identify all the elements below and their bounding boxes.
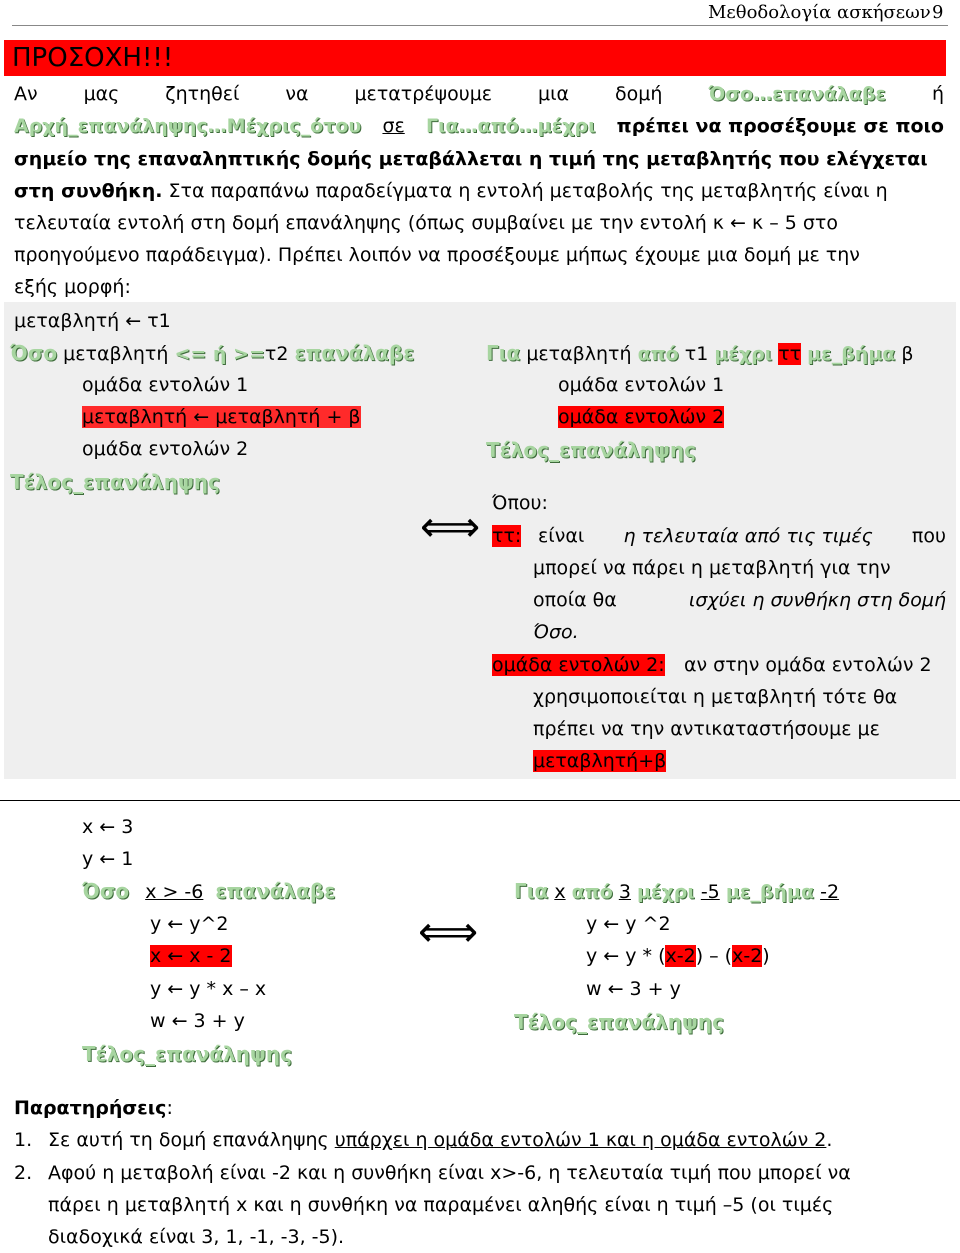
keyword-from: από <box>637 343 679 365</box>
keyword-to: μέχρι <box>714 343 773 365</box>
tt-desc-2: μπορεί να πάρει η μεταβλητή για την <box>533 557 891 579</box>
ex-s3: y ← y * x – x <box>150 978 267 1000</box>
keyword-while-repeat: Όσο…επανάλαβε <box>708 83 887 105</box>
keyword-for-ex: Για <box>514 879 549 903</box>
ex-end: Τέλος_επανάληψης <box>82 1042 292 1066</box>
tt-desc-1: είναι η τελευταία από τις τιμές που <box>538 525 946 547</box>
tt-desc-4: Όσο. <box>533 621 579 643</box>
general-update: μεταβλητή ← μεταβλητή + β <box>82 406 361 428</box>
ex-f1: y ← y ^2 <box>586 913 671 935</box>
keyword-step-ex: με_βήμα <box>725 881 815 903</box>
keyword-to-ex: μέχρι <box>636 881 695 903</box>
g2-label: ομάδα εντολών 2: <box>492 654 665 676</box>
notes-title: Παρατηρήσεις: <box>14 1097 173 1119</box>
ex-s2: x ← x - 2 <box>150 945 232 967</box>
tt-desc-3: οποία θα ισχύει η συνθήκη στη δομή <box>533 589 946 611</box>
general-group1: ομάδα εντολών 1 <box>82 374 249 396</box>
note-1: Σε αυτή τη δομή επανάληψης υπάρχει η ομάδα εντολών 1 και η ομάδα εντολών 2. <box>48 1129 833 1151</box>
keyword-for-general: Για <box>486 341 521 365</box>
keyword-step: με_βήμα <box>807 343 896 365</box>
keyword-for: Για…από…μέχρι <box>425 115 596 137</box>
general-for-line: Για μεταβλητή από τ1 μέχρι ττ με_βήμα β <box>486 341 914 365</box>
section-divider <box>0 800 960 801</box>
ex-x-init: x ← 3 <box>82 816 134 838</box>
keyword-repeat-until: Αρχή_επανάληψης…Μέχρις_ότου <box>14 115 362 137</box>
tt-label: ττ: <box>492 525 522 547</box>
note-2-line-1: Αφού η μεταβολή είναι -2 και η συνθήκη είναι x>-6, η τελευταία τιμή που μπορεί να <box>48 1162 851 1184</box>
g2-desc-1: αν στην ομάδα εντολών 2 <box>684 654 932 676</box>
intro-line-3: σημείο της επαναληπτικής δομής μεταβάλλεται η τιμή της μεταβλητής που ελέγχεται <box>14 148 928 170</box>
keyword-operators: <= ή >= <box>174 343 265 365</box>
ex-for-line: Για x από 3 μέχρι -5 με_βήμα -2 <box>514 879 840 903</box>
header-divider <box>12 25 948 26</box>
g2-desc-4: μεταβλητή+β <box>533 750 667 772</box>
intro-line-2: Αρχή_επανάληψης…Μέχρις_ότου σε Για…από…μέχρι πρέπει να προσέξουμε σε ποιο <box>14 115 944 137</box>
ex-f3: w ← 3 + y <box>586 978 681 1000</box>
note-2-num: 2. <box>14 1162 33 1184</box>
header-title: Μεθοδολογία ασκήσεων <box>708 2 931 23</box>
where-label: Όπου: <box>492 492 548 514</box>
ex-s4: w ← 3 + y <box>150 1010 245 1032</box>
note-2-line-3: διαδοχικά είναι 3, 1, -1, -3, -5). <box>48 1226 345 1248</box>
keyword-while-ex: Όσο <box>82 879 130 903</box>
page-number: 9 <box>932 2 944 23</box>
intro-line-4: στη συνθήκη. Στα παραπάνω παραδείγματα η εντολή μεταβολής της μεταβλητής είναι η <box>14 180 888 202</box>
for-end: Τέλος_επανάληψης <box>486 438 696 462</box>
general-end: Τέλος_επανάληψης <box>10 470 220 494</box>
keyword-repeat-ex: επανάλαβε <box>215 879 336 903</box>
keyword-while: Όσο <box>10 341 58 365</box>
intro-line-6: προηγούμενο παράδειγμα). Πρέπει λοιπόν να προσέξουμε μήπως έχουμε μια δομή με την <box>14 244 860 266</box>
intro-line-7: εξής μορφή: <box>14 276 131 298</box>
general-init: μεταβλητή ← τ1 <box>14 310 171 332</box>
ex-for-end: Τέλος_επανάληψης <box>514 1010 724 1034</box>
intro-line-5: τελευταία εντολή στη δομή επανάληψης (όπως συμβαίνει με την εντολή κ ← κ – 5 στο <box>14 212 838 234</box>
ex-f2: y ← y * (x-2) – (x-2) <box>586 945 770 967</box>
ex-y-init: y ← 1 <box>82 848 134 870</box>
g2-desc-3: πρέπει να την αντικαταστήσουμε με <box>533 718 880 740</box>
tt-highlight: ττ <box>778 343 802 365</box>
warning-title: ΠΡΟΣΟΧΗ!!! <box>12 43 174 73</box>
g2-desc-2: χρησιμοποιείται η μεταβλητή τότε θα <box>533 686 898 708</box>
keyword-from-ex: από <box>571 881 613 903</box>
general-group2: ομάδα εντολών 2 <box>82 438 249 460</box>
ex-cond: x > -6 <box>145 881 204 903</box>
ex-while-line <box>82 879 335 903</box>
equivalence-arrow-icon-2: ⟺ <box>418 907 479 956</box>
for-group2: ομάδα εντολών 2 <box>558 406 725 428</box>
note-1-num: 1. <box>14 1129 33 1151</box>
general-while-line: Όσο μεταβλητή <= ή >=τ2 επανάλαβε <box>10 341 415 365</box>
for-group1: ομάδα εντολών 1 <box>558 374 725 396</box>
intro-line-1: Αν μας ζητηθεί να μετατρέψουμε μια δομή Όσο…επανάλαβε ή <box>14 83 944 105</box>
ex-s1: y ← y^2 <box>150 913 229 935</box>
equivalence-arrow-icon: ⟺ <box>420 502 481 551</box>
warning-banner <box>4 40 946 76</box>
note-2-line-2: πάρει η μεταβλητή x και η συνθήκη να παραμένει αληθής είναι η τιμή –5 (οι τιμές <box>48 1194 834 1216</box>
keyword-repeat: επανάλαβε <box>294 341 415 365</box>
